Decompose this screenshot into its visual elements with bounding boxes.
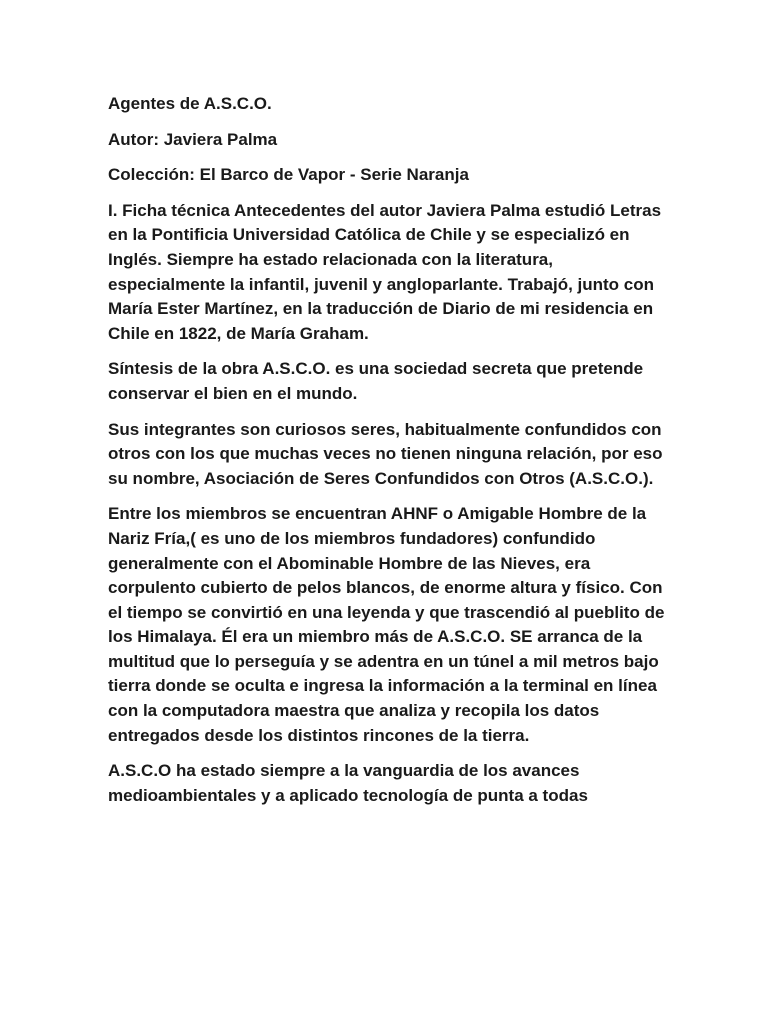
document-author: Autor: Javiera Palma xyxy=(108,129,278,149)
paragraph-members: Sus integrantes son curiosos seres, habitualmente confundidos con otros con los que muchas veces no tienen ninguna relación, por eso su nombre, Asociación de Seres Confundidos con Otros (A.S.C.O.). xyxy=(108,419,663,488)
paragraph-vanguard: A.S.C.O ha estado siempre a la vanguardia de los avances medioambientales y a aplicado tecnología de punta a todas xyxy=(108,761,588,805)
paragraph-ahnf: Entre los miembros se encuentran AHNF o Amigable Hombre de la Nariz Fría,( es uno de los miembros fundadores) confundido generalmente con el Abominable Hombre de las Nieves, era corpulento cubierto de pelos blancos, de enorme altura y físico. Con el tiempo se convirtió en una leyenda y que trascendió al pueblito de los Himalaya. Él era un miembro más de A.S.C.O. SE arranca de la multitud que lo perseguía y se adentra en un túnel a mil metros bajo tierra donde se oculta e ingresa la información a la terminal en línea con la computadora maestra que analiza y recopila los datos entregados desde los distintos rincones de la tierra. xyxy=(108,504,665,745)
paragraph-synthesis: Síntesis de la obra A.S.C.O. es una sociedad secreta que pretende conservar el bien en el mundo. xyxy=(108,359,644,403)
paragraph-author-background: I. Ficha técnica Antecedentes del autor Javiera Palma estudió Letras en la Pontificia Universidad Católica de Chile y se especializó en Inglés. Siempre ha estado relacionada con la literatura, especialmente la infantil, juvenil y angloparlante. Trabajó, junto con María Ester Martínez, en la traducción de Diario de mi residencia en Chile en 1822, de María Graham. xyxy=(108,200,662,343)
document-title: Agentes de A.S.C.O. xyxy=(108,94,272,113)
document-collection: Colección: El Barco de Vapor - Serie Naranja xyxy=(108,165,469,185)
